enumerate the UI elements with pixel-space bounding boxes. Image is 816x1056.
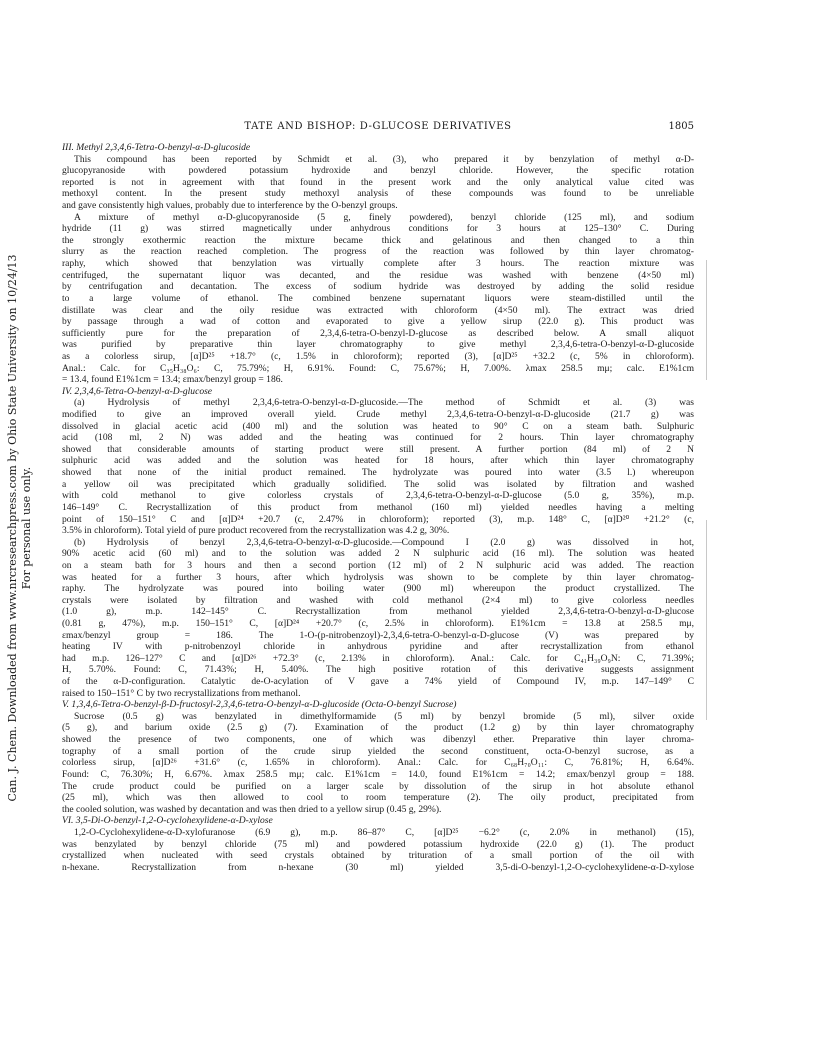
article-body <box>62 142 694 873</box>
text-line: raphy, which showed that benzylation was virtually complete after 3 hours. The reaction mixture was <box>62 258 694 270</box>
text-line: hydride (11 g) was stirred magnetically under anhydrous conditions for 3 hours at 125–130° C. During <box>62 223 694 235</box>
text-line: (5 g), and barium oxide (2.5 g) (7). Examination of the product (1.2 g) by thin layer chromatography <box>62 722 694 734</box>
text-line: of the α-D-configuration. Catalytic de-O-acylation of V gave a 74% yield of Compound IV, m.p. 147–149° C <box>62 676 694 688</box>
text-line: (25 ml), which was then allowed to cool to room temperature (2). The oily product, precipitated from <box>62 792 694 804</box>
page-number: 1805 <box>668 121 694 132</box>
text-line: heating IV with p-nitrobenzoyl chloride in anhydrous pyridine and after recrystallization from ethanol <box>62 641 694 653</box>
text-line: (0.81 g, 47%), m.p. 150–151° C, [α]D²⁴ +20.7° (c, 2.5% in chloroform). E1%1cm = 13.8 at 258.5 mμ, <box>62 617 694 629</box>
page-header <box>62 121 694 135</box>
text-line: sulphuric acid was added and the solution was heated for 18 hours, after which thin layer chromatography <box>62 455 694 467</box>
text-line: reported is not in agreement with that found in the present work and the only analytical value cited was <box>62 176 694 188</box>
text-line: n-hexane. Recrystallization from n-hexane (30 ml) yielded 3,5-di-O-benzyl-1,2-O-cyclohexylidene-α-D-xylose <box>62 861 694 873</box>
text-line: raphy. The hydrolyzate was poured into boiling water (900 ml) whereupon the product crystallized. The <box>62 583 694 595</box>
text-line: A mixture of methyl α-D-glucopyranoside (5 g, finely powdered), benzyl chloride (125 ml), and sodium <box>74 211 694 223</box>
text-line: crystallized when nucleated with seed crystals obtained by trituration of a small portion of the oil with <box>62 850 694 862</box>
download-watermark <box>6 168 40 888</box>
text-line: by centrifugation and decantation. The excess of sodium hydride was destroyed by adding the solid residue <box>62 281 694 293</box>
running-head: TATE AND BISHOP: D-GLUCOSE DERIVATIVES <box>244 121 512 132</box>
text-line: showed the presence of two components, one of which was dibenzyl ether. Preparative thin layer chroma- <box>62 734 694 746</box>
text-line: the cooled solution, was washed by decantation and was then dried to a yellow sirup (0.45 g, 29%). <box>62 803 442 815</box>
text-line: and gave consistently high values, probably due to interference by the O-benzyl groups. <box>62 200 398 212</box>
text-line: with cold methanol to give colorless crystals of 2,3,4,6-tetra-O-benzyl-α-D-glucose (5.0 g, 35%), m.p. <box>62 490 694 502</box>
text-line: colorless sirup, [α]D²⁶ +31.6° (c, 1.65% in chloroform). Anal.: Calc. for C₆₈H₇₀O₁₁: C, 76.81%; H, 6.64%. <box>62 757 694 769</box>
text-line: distillate was clear and the oily residue was extracted with chloroform (4×50 ml). The extract was dried <box>62 304 694 316</box>
text-line: slurry as the reaction reached completion. The progress of the reaction was followed by thin layer chromatog- <box>62 246 694 258</box>
text-line: Sucrose (0.5 g) was benzylated in dimethylformamide (5 ml) by benzyl bromide (5 ml), silver oxide <box>74 710 694 722</box>
text-line: (a) Hydrolysis of methyl 2,3,4,6-tetra-O-benzyl-α-D-glucoside.—The method of Schmidt et al. (3) was <box>74 397 694 409</box>
text-line: to a large volume of ethanol. The combined benzene supernatant liquors were steam-distilled until the <box>62 292 694 304</box>
text-line: raised to 150–151° C by two recrystallizations from methanol. <box>62 687 301 699</box>
download-watermark-line: Can. J. Chem. Downloaded from www.nrcresearchpress.com by Ohio State University on 10/24/13 <box>6 254 19 802</box>
text-line: 146–149° C. Recrystallization of this product from methanol (160 ml) yielded needles having a melting <box>62 501 694 513</box>
text-line: Found: C, 76.30%; H, 6.67%. λmax 258.5 mμ; calc. E1%1cm = 14.0, found E1%1cm = 14.2; εmax/benzyl group = 188. <box>62 768 694 780</box>
section-heading: V. 1,3,4,6-Tetra-O-benzyl-β-D-fructosyl-2,3,4,6-tetra-O-benzyl-α-D-glucoside (Octa-O-benzyl Sucrose) <box>62 699 457 711</box>
text-line: was benzylated by benzyl chloride (75 ml) and powdered potassium hydroxide (22.0 g) (1). The product <box>62 838 694 850</box>
text-line: on a steam bath for 3 hours and then a second portion (12 ml) of 2 N sulphuric acid was added. The reaction <box>62 559 694 571</box>
text-line: This compound has been reported by Schmidt et al. (3), who prepared it by benzylation of methyl α-D- <box>74 153 694 165</box>
text-line: centrifuged, the supernatant liquor was decanted, and the residue was washed with benzene (4×50 ml) <box>62 269 694 281</box>
text-line: The crude product could be purified on a larger scale by dissolution of the sirup in hot absolute ethanol <box>62 780 694 792</box>
text-line: 90% acetic acid (60 ml) and to the solution was added 2 N sulphuric acid (16 ml). The solution was heated <box>62 548 694 560</box>
text-line: sufficiently pure for the preparation of 2,3,4,6-tetra-O-benzyl-D-glucose as described below. A small aliquot <box>62 327 694 339</box>
text-line: (b) Hydrolysis of benzyl 2,3,4,6-tetra-O-benzyl-α-D-glucoside.—Compound I (2.0 g) was dissolved in hot, <box>74 536 694 548</box>
text-line: 3.5% in chloroform). Total yield of pure product recovered from the recrystallization was 4.2 g, 30%. <box>62 525 450 537</box>
text-line: 1,2-O-Cyclohexylidene-α-D-xylofuranose (6.9 g), m.p. 86–87° C, [α]D²⁵ −6.2° (c, 2.0% in methanol) (15), <box>74 826 694 838</box>
text-line: a yellow oil was precipitated which gradually solidified. The solid was isolated by filtration and washed <box>62 478 694 490</box>
text-line: methoxyl content. In the present study methoxyl analysis of these compounds was found to be unreliable <box>62 188 694 200</box>
section-heading: IV. 2,3,4,6-Tetra-O-benzyl-α-D-glucose <box>62 385 213 397</box>
text-line: crystals were isolated by filtration and washed with cold methanol (2×4 ml) to give colorless needles <box>62 594 694 606</box>
text-line: was heated for a further 3 hours, after which hydrolysis was shown to be complete by thin layer chromatog- <box>62 571 694 583</box>
text-line: Anal.: Calc. for C₃₅H₃₈O₆: C, 75.79%; H, 6.91%. Found: C, 75.67%; H, 7.00%. λmax 258.5 mμ; calc. E1%1cm <box>62 362 694 374</box>
text-line: the strongly exothermic reaction the mixture became thick and gelatinous and then changed to a thin <box>62 234 694 246</box>
text-line: (1.0 g), m.p. 142–145° C. Recrystallization from methanol yielded 2,3,4,6-tetra-O-benzyl-α-D-glucose <box>62 606 694 618</box>
text-line: as a colorless sirup, [α]D²⁵ +18.7° (c, 1.5% in chloroform); reported (3), [α]D²⁵ +32.2 (c, 5% in chloroform). <box>62 350 694 362</box>
text-line: showed that considerable amounts of starting product were still present. A further portion (84 ml) of 2 N <box>62 443 694 455</box>
text-line: εmax/benzyl group = 186. The 1-O-(p-nitrobenzoyl)-2,3,4,6-tetra-O-benzyl-α-D-glucose (V) was prepared by <box>62 629 694 641</box>
text-line: had m.p. 126–127° C and [α]D²⁶ +72.3° (c, 2.13% in chloroform). Anal.: Calc. for C₄₁H₃₉O₉N: C, 71.39%; <box>62 652 694 664</box>
text-line: tography of a small portion of the crude sirup yielded the second constituent, octa-O-benzyl sucrose, as a <box>62 745 694 757</box>
margin-rule <box>706 260 707 380</box>
section-heading: VI. 3,5-Di-O-benzyl-1,2-O-cyclohexylidene-α-D-xylose <box>62 815 273 827</box>
text-line: H, 5.70%. Found: C, 71.43%; H, 5.40%. The high positive rotation of this derivative suggests assignment <box>62 664 694 676</box>
section-heading: III. Methyl 2,3,4,6-Tetra-O-benzyl-α-D-glucoside <box>62 142 251 153</box>
text-line: = 13.4, found E1%1cm = 13.4; εmax/benzyl group = 186. <box>62 374 283 386</box>
text-line: by passage through a wad of cotton and evaporated to give a yellow sirup (22.0 g). This product was <box>62 316 694 328</box>
text-line: dissolved in glacial acetic acid (400 ml) and the solution was heated to 90° C on a steam bath. Sulphuric <box>62 420 694 432</box>
text-line: showed that none of the initial product remained. The hydrolyzate was poured into water (3.5 l.) whereupon <box>62 467 694 479</box>
margin-rule <box>706 520 707 720</box>
text-line: modified to give an improved overall yield. Crude methyl 2,3,4,6-tetra-O-benzyl-α-D-glucoside (21.7 g) was <box>62 409 694 421</box>
download-watermark-line: For personal use only. <box>20 466 33 590</box>
text-line: glucopyranoside with powdered potassium hydroxide and benzyl chloride. However, the specific rotation <box>62 165 694 177</box>
text-line: acid (108 ml, 2 N) was added and the heating was continued for 2 hours. Thin layer chromatography <box>62 432 694 444</box>
text-line: point of 150–151° C and [α]D²⁴ +20.7 (c, 2.47% in chloroform); reported (3), m.p. 148° C, [α]D²⁰ +21.2° (c, <box>62 513 694 525</box>
text-line: was purified by preparative thin layer chromatography to give methyl 2,3,4,6-tetra-O-benzyl-α-D-glucoside <box>62 339 694 351</box>
